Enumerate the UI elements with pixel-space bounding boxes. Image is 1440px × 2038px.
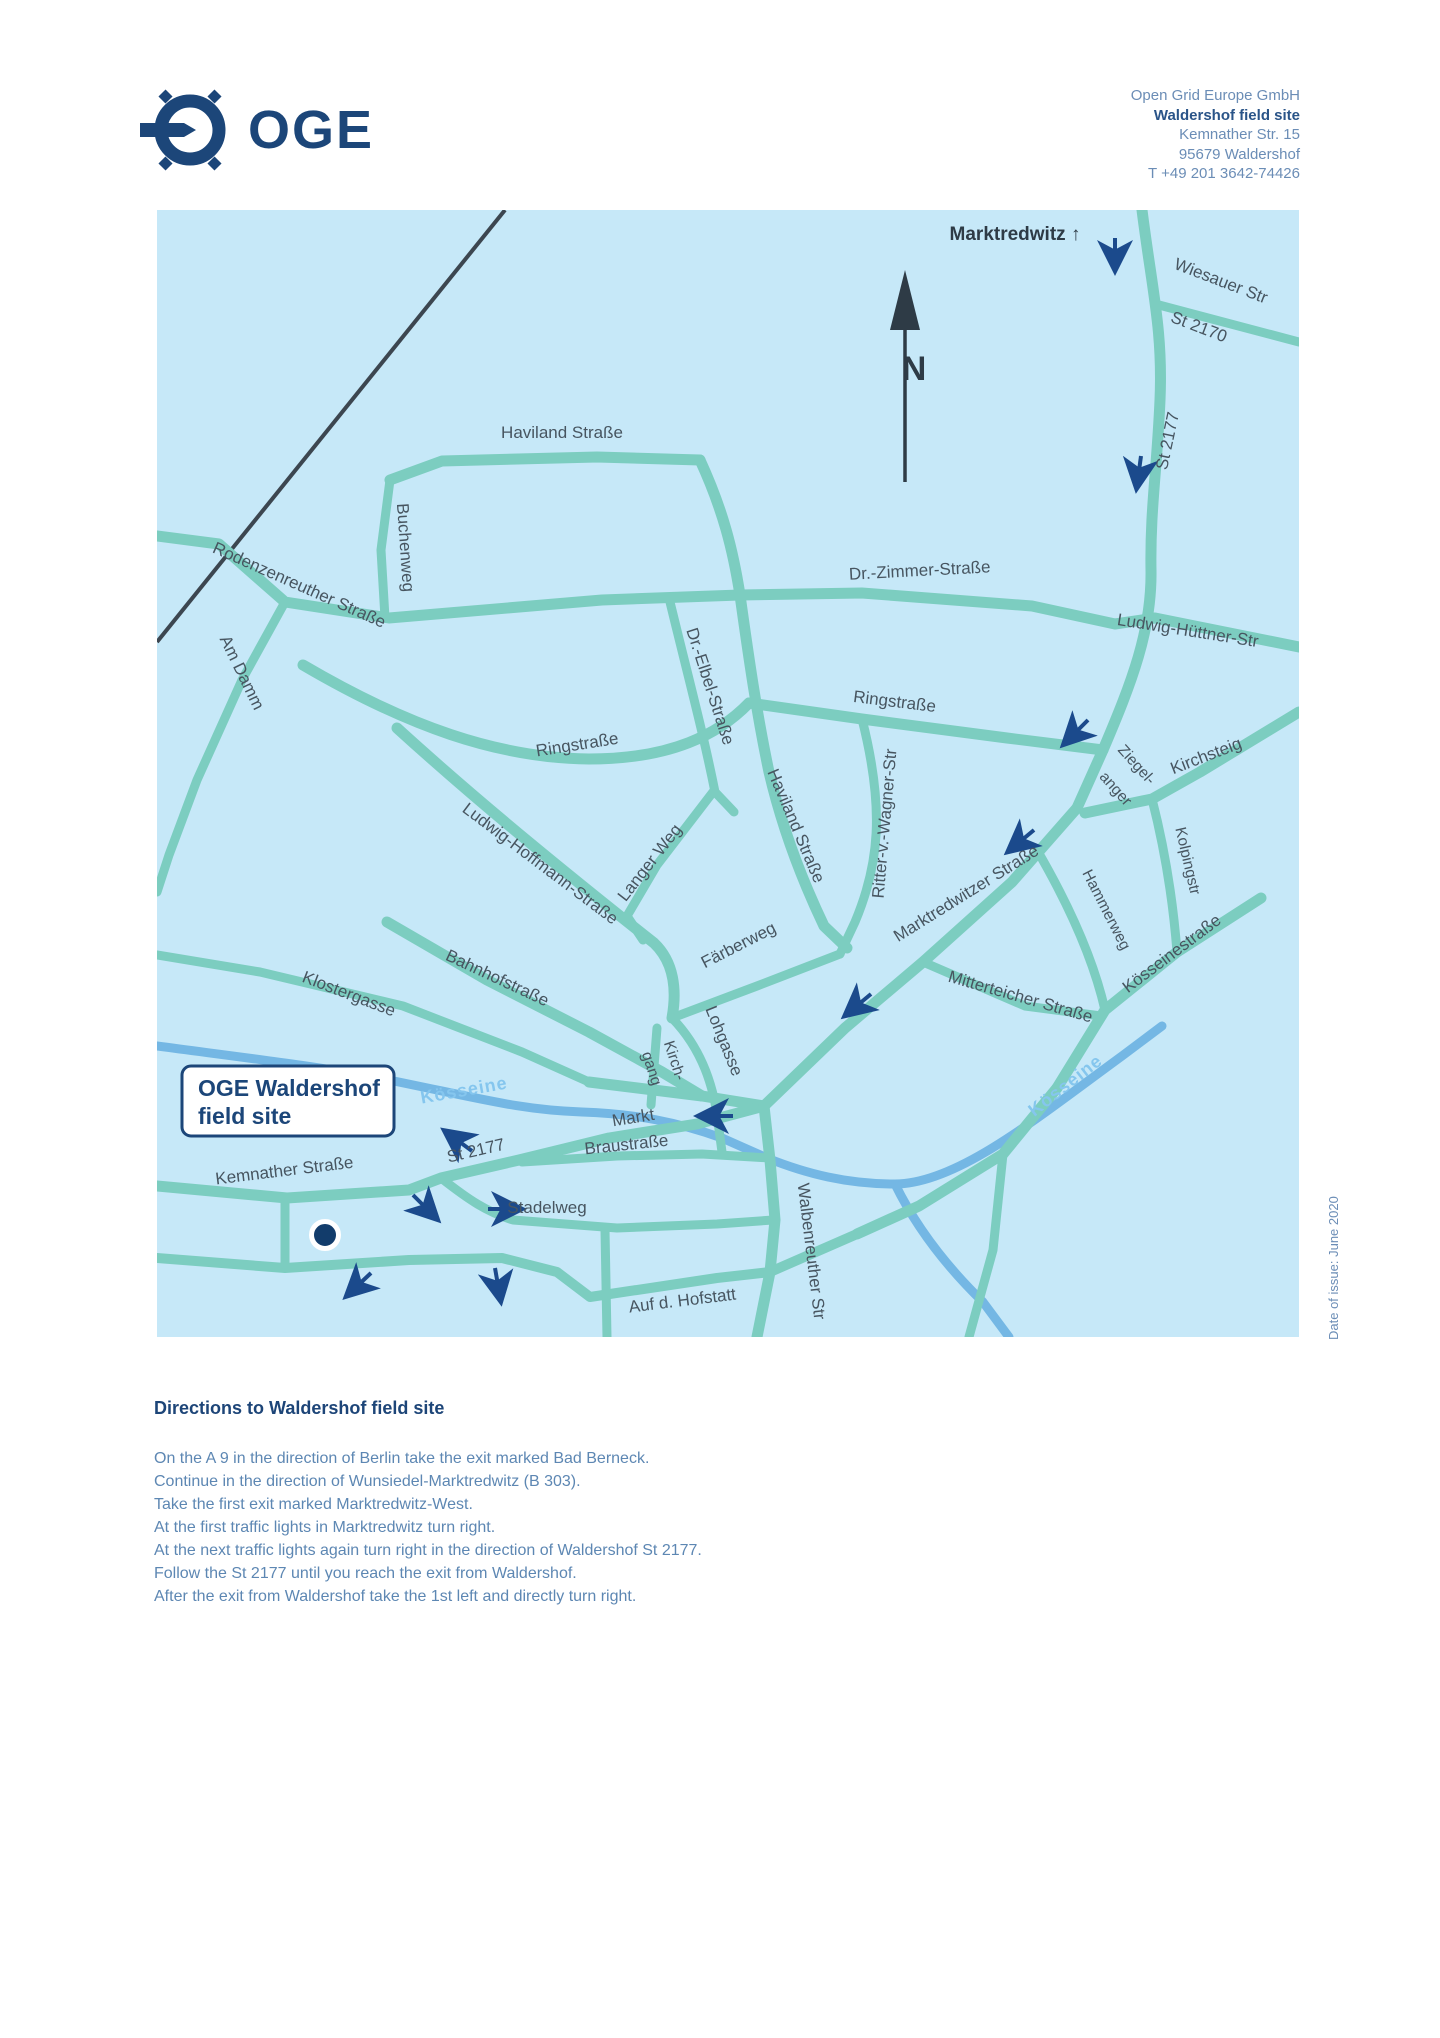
- direction-step: Take the first exit marked Marktredwitz-West.: [154, 1496, 473, 1513]
- street-label: N: [901, 350, 927, 388]
- street-label: Ludwig-Hoffmann-Straße: [458, 798, 622, 929]
- route-arrow-icon: [413, 1195, 430, 1212]
- date-of-issue: Date of issue: June 2020: [1326, 1196, 1341, 1340]
- street-label: St 2177: [1152, 410, 1184, 472]
- address-city: 95679 Waldershof: [1178, 145, 1300, 163]
- street-label: Kemnather Straße: [214, 1152, 355, 1189]
- oge-logo: [138, 82, 374, 178]
- address-phone: T +49 201 3642-74426: [1148, 165, 1300, 182]
- route-arrow-icon: [354, 1273, 371, 1289]
- street-label: Kirchsteig: [1167, 733, 1245, 779]
- street-label: Langer Weg: [613, 820, 686, 905]
- route-arrow-icon: [1138, 456, 1141, 478]
- street-label: Mitterteicher Straße: [946, 967, 1095, 1027]
- directions-body: [154, 1447, 914, 1608]
- street-label: Haviland Straße: [501, 423, 623, 442]
- street-label: Ludwig-Hüttner-Str: [1115, 610, 1260, 652]
- street-label: Rodenzenreuther Straße: [209, 538, 389, 632]
- direction-step: At the first traffic lights in Marktredwitz turn right.: [154, 1519, 496, 1536]
- street-label: Wiesauer Str: [1171, 254, 1271, 308]
- destination-label: Marktredwitz ↑: [949, 224, 1081, 245]
- field-site-label-line1: OGE Waldershof: [198, 1075, 380, 1101]
- direction-step: After the exit from Waldershof take the 1st left and directly turn right.: [154, 1588, 637, 1605]
- directions-title: Directions to Waldershof field site: [154, 1398, 445, 1418]
- street-label: St 2177: [445, 1134, 507, 1167]
- street-label: Ringstraße: [852, 687, 938, 717]
- street-label: Stadelweg: [507, 1198, 587, 1217]
- street-label: Färberweg: [697, 918, 780, 973]
- route-arrow-icon: [1071, 720, 1088, 737]
- direction-step: At the next traffic lights again turn right in the direction of Waldershof St 2177.: [154, 1542, 702, 1559]
- river-label: Kösseine: [418, 1072, 510, 1108]
- direction-step: Follow the St 2177 until you reach the exit from Waldershof.: [154, 1565, 577, 1582]
- street-label: Buchenweg: [392, 502, 419, 593]
- directions-section: [154, 1398, 914, 1608]
- street-label: Ringstraße: [534, 728, 620, 761]
- street-label: Marktredwitzer Straße: [890, 840, 1043, 946]
- street-label: Haviland Straße: [763, 766, 829, 886]
- site-map: [157, 210, 1299, 1337]
- street-label: Ritter-v.-Wagner-Str: [868, 747, 901, 900]
- street-label: anger: [1095, 768, 1135, 810]
- street-label: Hammerweg: [1078, 866, 1134, 953]
- street-label: Kösseinestraße: [1118, 910, 1225, 997]
- direction-step: Continue in the direction of Wunsiedel-Marktredwitz (B 303).: [154, 1473, 581, 1490]
- street-label: St 2170: [1168, 307, 1230, 347]
- field-site-label-box: [182, 1066, 394, 1136]
- street-label: Bahnhofstraße: [442, 945, 552, 1011]
- oge-logo-text: OGE: [248, 100, 375, 160]
- street-label: Markt: [610, 1104, 656, 1131]
- street-label: Ziegel-: [1114, 741, 1159, 789]
- route-arrow-icon: [495, 1268, 499, 1291]
- street-label: Auf d. Hofstatt: [627, 1284, 737, 1317]
- oge-logo-icon: [138, 82, 234, 178]
- company-name: Open Grid Europe GmbH: [1130, 87, 1300, 104]
- street-label: gang: [637, 1049, 665, 1088]
- railway-line: [157, 210, 505, 642]
- street-label: Klostergasse: [299, 967, 399, 1021]
- direction-step: On the A 9 in the direction of Berlin take the exit marked Bad Berneck.: [154, 1450, 650, 1467]
- street-label: Am Damm: [215, 632, 269, 713]
- street-label: Kolpingstr: [1171, 825, 1204, 897]
- site-name: Waldershof field site: [1153, 106, 1300, 124]
- river-label: Kösseine: [1024, 1050, 1107, 1121]
- field-site-label-line2: field site: [198, 1103, 292, 1129]
- street-label: Braustraße: [583, 1130, 670, 1159]
- address-street: Kemnather Str. 15: [1179, 126, 1300, 143]
- field-site-marker: [312, 1222, 339, 1249]
- street-label: Kirch-: [659, 1038, 689, 1083]
- address-block: [1131, 86, 1300, 184]
- street-label: Dr.-Zimmer-Straße: [848, 557, 991, 584]
- street-label: Dr.-Elbel-Straße: [682, 625, 739, 748]
- street-label: Lohgasse: [701, 1003, 747, 1079]
- street-label: Walbenreuther Str: [793, 1182, 830, 1321]
